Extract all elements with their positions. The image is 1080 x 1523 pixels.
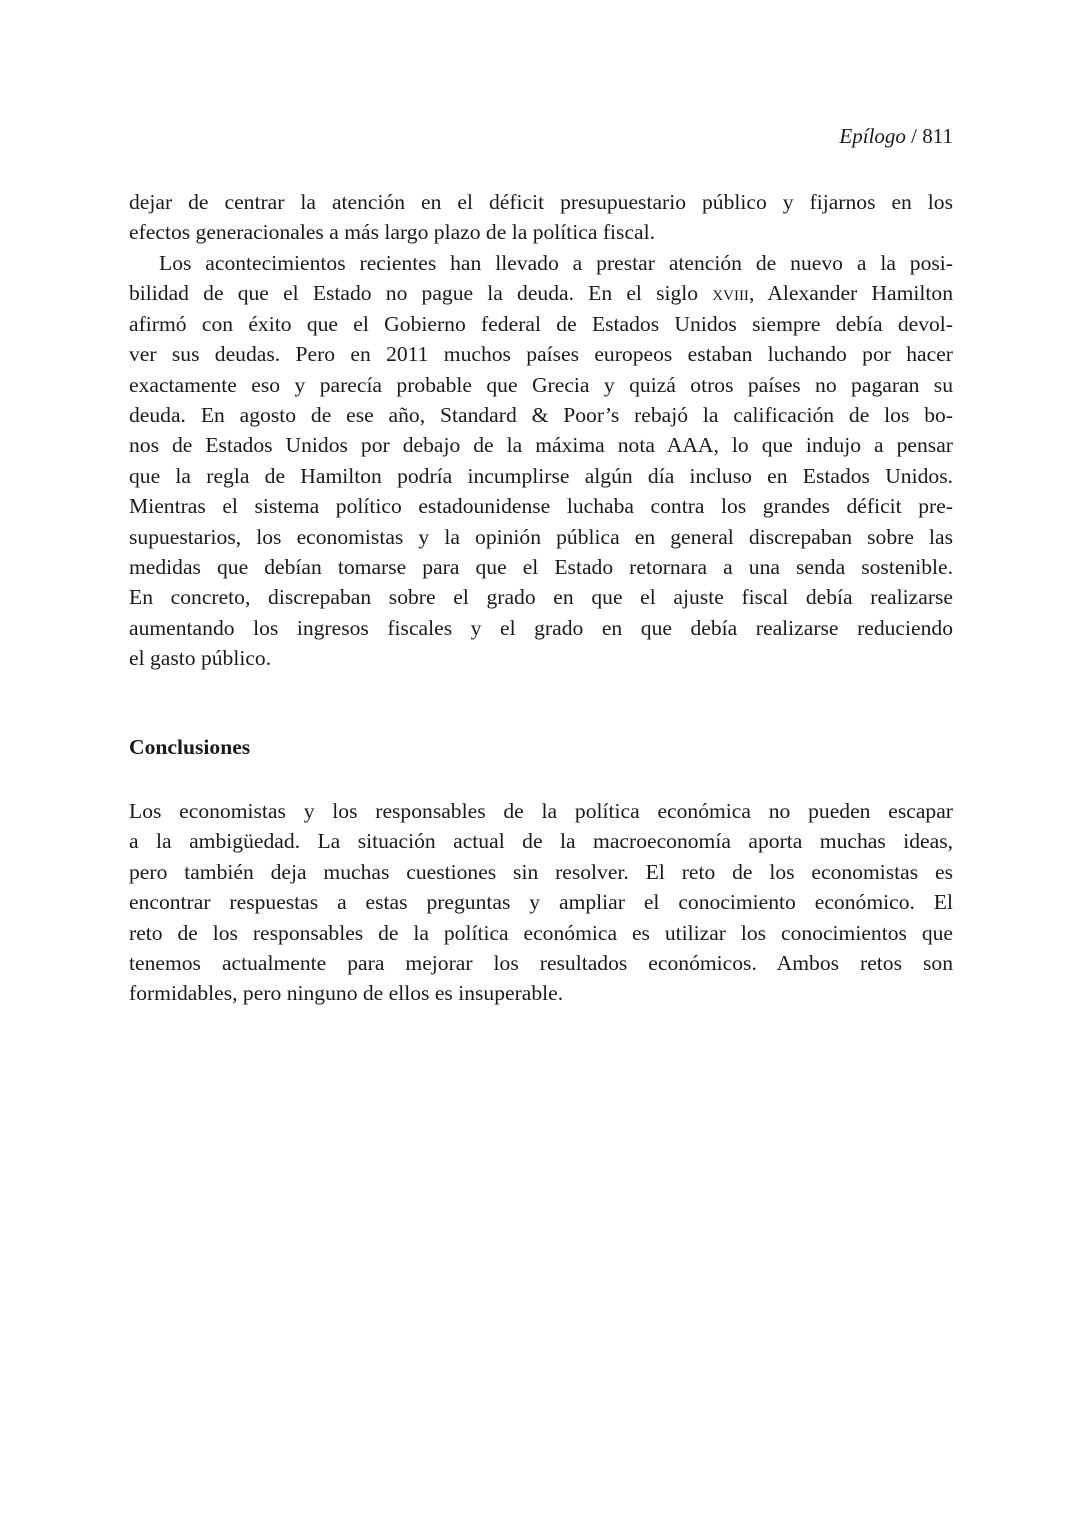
text-line: exactamente eso y parecía probable que Grecia y quizá otros países no pagaran su <box>129 372 953 397</box>
text-line: medidas que debían tomarse para que el Estado retornara a una senda sostenible. <box>129 554 953 579</box>
text-line: formidables, pero ninguno de ellos es insuperable. <box>129 981 564 1006</box>
paragraph-3 <box>129 796 953 1009</box>
text-line: nos de Estados Unidos por debajo de la máxima nota AAA, lo que indujo a pensar <box>129 433 953 458</box>
paragraph-1 <box>129 187 953 248</box>
header-separator: / <box>905 124 923 148</box>
text-line: supuestarios, los economistas y la opinión pública en general discrepaban sobre las <box>129 524 953 549</box>
text-line: que la regla de Hamilton podría incumplirse algún día incluso en Estados Unidos. <box>129 463 953 488</box>
header-section: Epílogo <box>839 124 906 148</box>
text-line: En concreto, discrepaban sobre el grado en que el ajuste fiscal debía realizarse <box>129 585 953 610</box>
roman-numeral: xviii <box>712 281 749 306</box>
text-line: Mientras el sistema político estadounidense luchaba contra los grandes déficit pre- <box>129 494 953 519</box>
text-line: afirmó con éxito que el Gobierno federal de Estados Unidos siempre debía devol- <box>129 311 953 336</box>
text-line: ver sus deudas. Pero en 2011 muchos países europeos estaban luchando por hacer <box>129 342 953 367</box>
text-line: encontrar respuestas a estas preguntas y ampliar el conocimiento económico. El <box>129 890 953 915</box>
text-line: efectos generacionales a más largo plazo de la política fiscal. <box>129 220 656 245</box>
text-line: el gasto público. <box>129 646 272 671</box>
text-line: pero también deja muchas cuestiones sin resolver. El reto de los economistas es <box>129 859 953 884</box>
section-heading-conclusiones: Conclusiones <box>129 735 251 759</box>
text-line: Los economistas y los responsables de la política económica no pueden escapar <box>129 799 953 823</box>
text-line: aumentando los ingresos fiscales y el grado en que debía realizarse reduciendo <box>129 615 953 640</box>
page-number: 811 <box>922 124 953 148</box>
text-line: a la ambigüedad. La situación actual de la macroeconomía aporta muchas ideas, <box>129 829 953 854</box>
running-header <box>839 124 953 149</box>
text-line: deuda. En agosto de ese año, Standard & Poor’s rebajó la calificación de los bo- <box>129 402 953 427</box>
text-line: dejar de centrar la atención en el déficit presupuestario público y fijarnos en los <box>129 190 953 214</box>
text-line: bilidad de que el Estado no pague la deuda. En el siglo xviii, Alexander Hamilton <box>129 281 953 306</box>
text-line: reto de los responsables de la política económica es utilizar los conocimientos que <box>129 920 953 945</box>
text-line: Los acontecimientos recientes han llevado a prestar atención de nuevo a la posi- <box>159 251 953 275</box>
paragraph-2 <box>129 248 953 673</box>
text-line: tenemos actualmente para mejorar los resultados económicos. Ambos retos son <box>129 950 953 975</box>
